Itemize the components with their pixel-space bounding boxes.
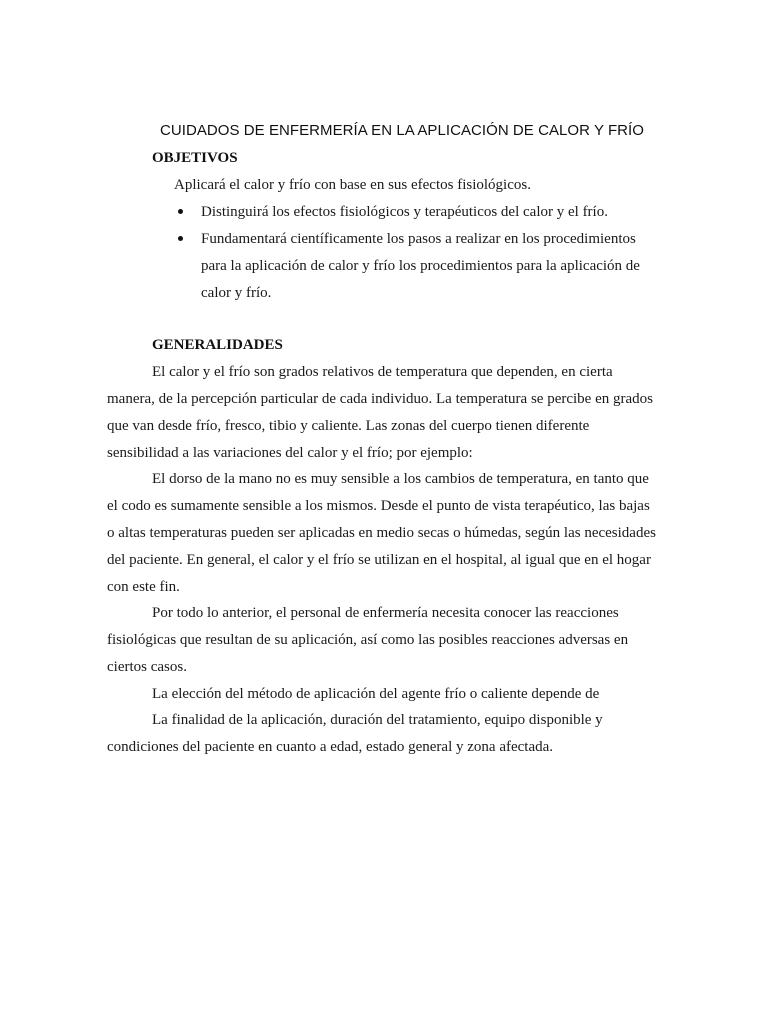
paragraph-line: con este fin.: [107, 579, 180, 595]
paragraph-line: El dorso de la mano no es muy sensible a los cambios de temperatura, en tanto que: [152, 471, 649, 487]
objetivos-intro: Aplicará el calor y frío con base en sus efectos fisiológicos.: [174, 177, 531, 193]
paragraph-line: La finalidad de la aplicación, duración del tratamiento, equipo disponible y: [152, 712, 603, 728]
paragraph-line: del paciente. En general, el calor y el frío se utilizan en el hospital, al igual que en el hogar: [107, 552, 651, 568]
paragraph-line: condiciones del paciente en cuanto a edad, estado general y zona afectada.: [107, 739, 554, 755]
bullet-icon: [178, 209, 183, 214]
bullet-icon: [178, 236, 183, 241]
bullet-text: Distinguirá los efectos fisiológicos y terapéuticos del calor y el frío.: [201, 204, 608, 220]
paragraph-line: sensibilidad a las variaciones del calor y el frío; por ejemplo:: [107, 445, 473, 461]
bullet-text: Fundamentará científicamente los pasos a realizar en los procedimientos: [201, 231, 636, 247]
paragraph-line: manera, de la percepción particular de cada individuo. La temperatura se percibe en grados: [107, 391, 653, 407]
paragraph-line: Por todo lo anterior, el personal de enfermería necesita conocer las reacciones: [152, 605, 619, 621]
paragraph-line: o altas temperaturas pueden ser aplicadas en medio secas o húmedas, según las necesidades: [107, 525, 656, 541]
paragraph-line: El calor y el frío son grados relativos de temperatura que dependen, en cierta: [152, 364, 613, 380]
paragraph-line: La elección del método de aplicación del agente frío o caliente depende de: [152, 686, 600, 702]
paragraph-line: el codo es sumamente sensible a los mismos. Desde el punto de vista terapéutico, las bajas: [107, 498, 650, 514]
objetivos-heading: OBJETIVOS: [152, 150, 238, 166]
generalidades-heading: GENERALIDADES: [152, 337, 283, 353]
paragraph-line: ciertos casos.: [107, 659, 187, 675]
paragraph-line: fisiológicas que resultan de su aplicación, así como las posibles reacciones adversas en: [107, 632, 629, 648]
paragraph-line: que van desde frío, fresco, tibio y caliente. Las zonas del cuerpo tienen diferente: [107, 418, 590, 434]
bullet-text: calor y frío.: [201, 285, 272, 301]
bullet-text: para la aplicación de calor y frío los procedimientos para la aplicación de: [201, 258, 640, 274]
document-title: CUIDADOS DE ENFERMERÍA EN LA APLICACIÓN DE CALOR Y FRÍO: [160, 122, 644, 139]
